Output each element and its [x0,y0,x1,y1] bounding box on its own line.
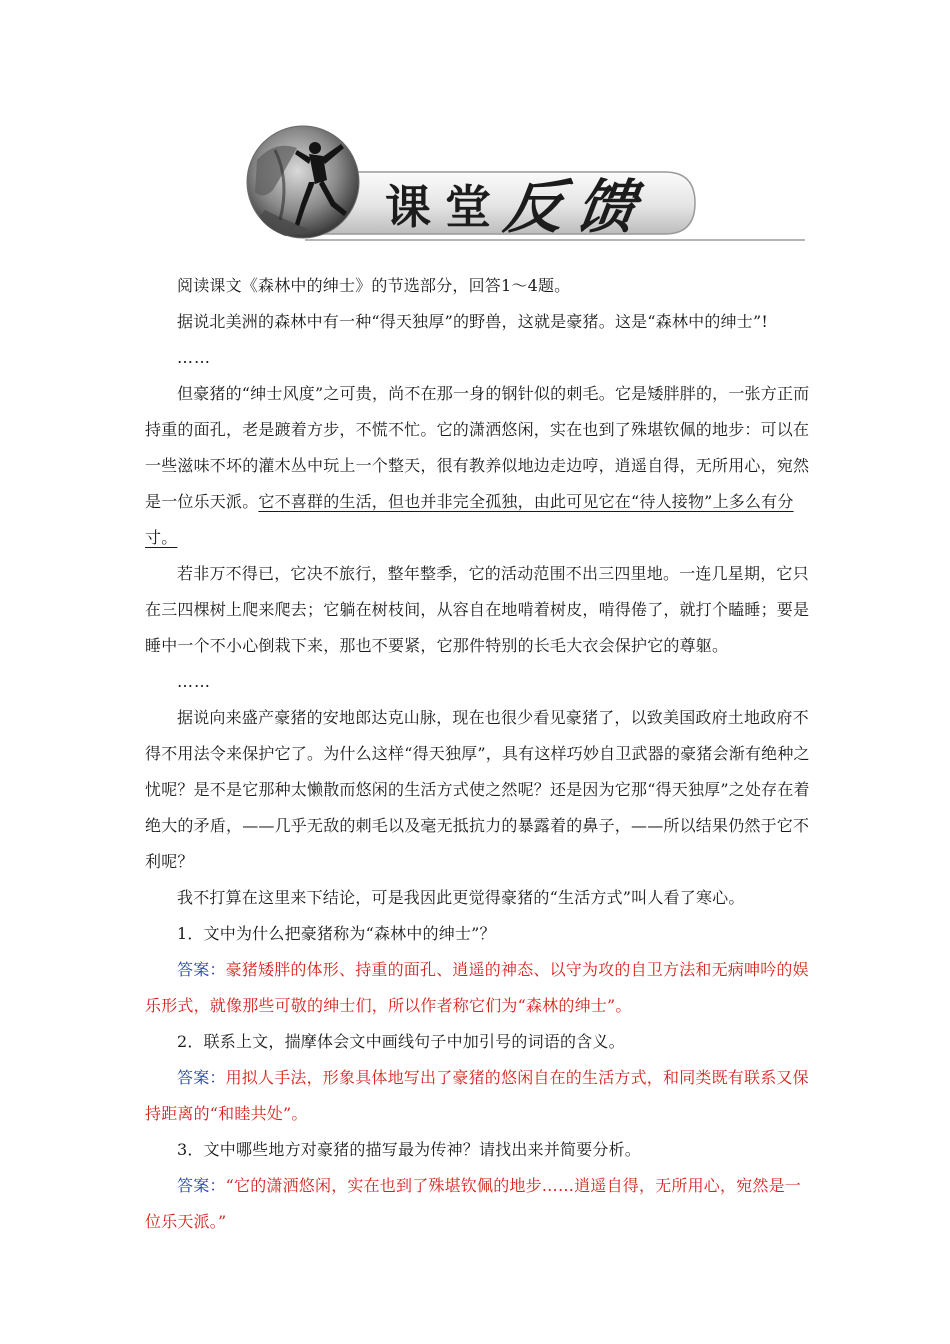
question: 2．联系上文，揣摩体会文中画线句子中加引号的词语的含义。 [177,1032,625,1051]
answer [145,1060,810,1132]
answer-label: 答案： [177,960,226,979]
banner-title [385,172,715,242]
passage-paragraph: 我不打算在这里来下结论，可是我因此更觉得豪猪的“生活方式”叫人看了寒心。 [177,888,745,907]
passage-ellipsis: …… [177,672,211,691]
banner-title-char: 馈 [572,173,640,241]
passage-paragraph: 据说向来盛产豪猪的安地郎达克山脉，现在也很少看见豪猪了，以致美国政府土地政府不得不用法令来保护它了。为什么这样“得天独厚”，具有这样巧妙自卫武器的豪猪会渐有绝种之忧呢？是不是它那种太懒散而悠闲的生活方式使之然呢？还是因为它那“得天独厚”之处存在着绝大的矛盾，——几乎无敌的刺毛以及毫无抵抗力的暴露着的鼻子，——所以结果仍然于它不利呢？ [145,708,810,871]
passage-intro: 阅读课文《森林中的绅士》的节选部分，回答1～4题。 [177,276,571,295]
section-banner [245,120,810,250]
underlined-sentence: 它不喜群的生活，但也并非完全孤独，由此可见它在“待人接物”上多么有分寸。 [145,492,794,547]
answer-label: 答案： [177,1068,226,1087]
answer-text: 豪猪矮胖的体形、持重的面孔、逍遥的神态、以守为攻的自卫方法和无病呻吟的娱乐形式，就像那些可敬的绅士们，所以作者称它们为“森林的绅士”。 [145,960,809,1015]
answer-label: 答案： [177,1176,226,1195]
banner-title-char: 反 [500,173,568,241]
question: 3．文中哪些地方对豪猪的描写最为传神？请找出来并简要分析。 [177,1140,641,1159]
passage-paragraph: 据说北美洲的森林中有一种“得天独厚”的野兽，这就是豪猪。这是“森林中的绅士”! [177,312,768,331]
banner-title-char: 堂 [445,180,491,234]
banner-title-char: 课 [385,180,431,234]
passage-paragraph [145,376,810,556]
document-body [145,268,810,1240]
passage-text: 但豪猪的“绅士风度”之可贵，尚不在那一身的钢针似的刺毛。它是矮胖胖的，一张方正而持重的面孔，老是踱着方步，不慌不忙。它的潇洒悠闲，实在也到了殊堪钦佩的地步：可以在一些滋味不坏的灌木丛中玩上一个整天，很有教养似地边走边哼，逍遥自得，无所用心，宛然是一位乐天派。 [145,384,810,511]
passage-paragraph: 若非万不得已，它决不旅行，整年整季，它的活动范围不出三四里地。一连几星期，它只在三四棵树上爬来爬去；它躺在树枝间，从容自在地啃着树皮，啃得倦了，就打个瞌睡；要是睡中一个不小心倒栽下来，那也不要紧，它那件特别的长毛大衣会保护它的尊躯。 [145,564,810,655]
answer [145,1168,810,1240]
passage-ellipsis: …… [177,348,211,367]
question: 1．文中为什么把豪猪称为“森林中的绅士”？ [177,924,496,943]
answer-text: “它的潇洒悠闲，实在也到了殊堪钦佩的地步……逍遥自得，无所用心，宛然是一位乐天派。” [145,1176,801,1231]
answer [145,952,810,1024]
answer-text: 用拟人手法，形象具体地写出了豪猪的悠闲自在的生活方式，和同类既有联系又保持距离的“和睦共处”。 [145,1068,809,1123]
